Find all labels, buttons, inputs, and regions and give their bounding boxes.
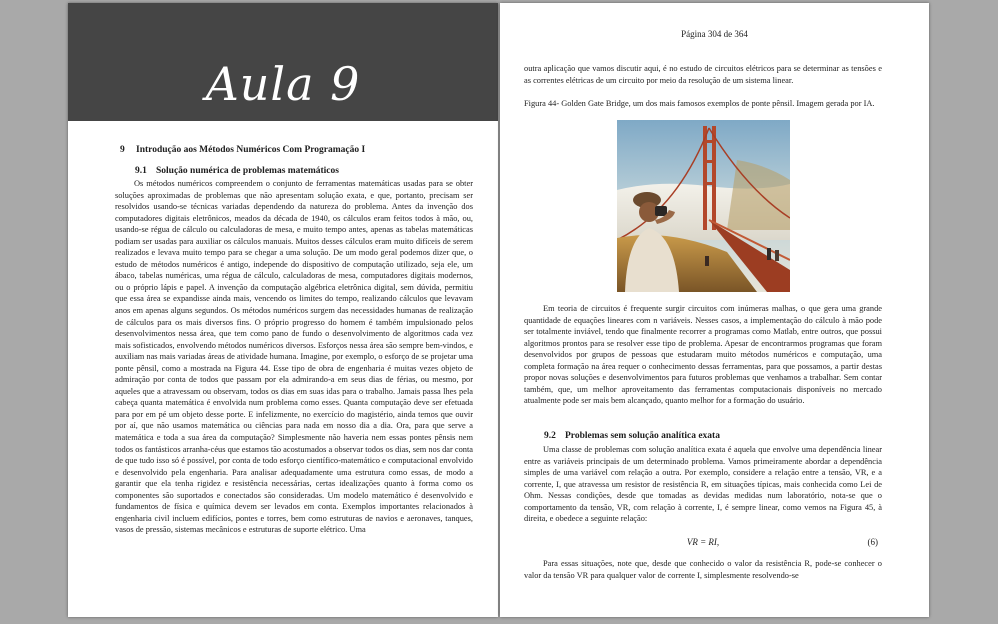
left-body-paragraph: Os métodos numéricos compreendem o conjunto de ferramentas matemáticas usadas para se obter soluções aproximadas de problemas que não apresentam solução exata, e que, portanto, precisam ser resolvidos usando-se técnicas variadas dependendo da natureza do problema. Antes da invenção dos computadores digitais eletrônicos, meados da década de 1940, os cálculos eram feitos todos à mão, ou, usando-se régua de cálculo ou calculadoras de mesa, e muito tempo antes, apenas as tabelas matemáticas podiam ser usadas para auxiliar os cálculos manuais. Muitos desses cálculos eram muito difíceis de serem realizados e levava muito tempo para se chegar a uma solução. De um modo geral podemos dizer que, o estudo de métodos numéricos é antigo, independe do dispositivo de computação utilizado, seja ele, um ábaco, tabelas numéricas, uma régua de cálculo, calculadoras de mesa, computadores digitais modernos, ou o próprio lápis e papel. A invenção da computação algébrica eletrônica digital, sem dúvida, permitiu que essa área se expandisse ainda mais, vencendo os limites do tempo, realizando cálculos que levavam anos em apenas alguns segundos. Os métodos numéricos surgem das necessidades humanas de realização de cálculos para os mais diversos fins. O próprio progresso do homem é também impulsionado pelos desenvolvimentos nessa área, que tem como pano de fundo o desenvolvimento de algoritmos cada vez mais sofisticados, envolvendo métodos numéricos diversos. Esforços nessa área são sempre bem-vindos, e auxiliam nas mais variadas áreas de atividade humana. Imagine, por exemplo, o esforço de se projetar uma ponte pênsil, como a mostrada na Figura 44. Esse tipo de obra de engenharia é muitas vezes objeto de admiração por conta de todos que passam por ela admirando-a em seus dias de férias, ou mesmo, por aqueles que a atravessam ou observam, todos os dias em suas idas para o trabalho. Jamais passa lhes pela cabeça quanta matemática é envolvida num problema como esses. Quanta computação deve ser efetuada para por em pé um objeto desse porte. E infelizmente, no exercício do magistério, ainda temos que ouvir por aí, que não usamos matemática ou ciências para nada em nosso dia a dia. Ora, para que serve a matemática e toda a sua área da computação? Simplesmente não haveria nem essas pontes pênsis nem todos os fantásticos arranha-céus que estamos tão acostumados a observar todos os dias, sem nos dar conta de que tudo isso só é possível, por conta de todo esforço científico-matemático e computacional envolvido e desenvolvido pela engenharia. Para analisar adequadamente uma estrutura como essas, de modo a garantir que ela tenha rigidez e resistência necessárias, certas idealizações quanto à forma como os componentes são suportados e conectados são consideradas. Um modelo matemático é desenvolvido e fundamentos de física e química devem ser levados em conta. Exemplos importantes relacionados à engenharia civil incluem edifícios, pontes e torres, bem como estruturas de navios e aeronaves, tanques, vasos de pressão, sistemas mecânicos e estruturas de suporte elétrico. Uma bbox=[115, 179, 473, 535]
ohms-law-equation bbox=[524, 537, 882, 551]
right-paragraph-1: outra aplicação que vamos discutir aqui, é no estudo de circuitos elétricos para se determinar as tensões e as correntes elétricas de um circuito por meio da resolução de um sistema linear. bbox=[524, 64, 882, 85]
section-title: Solução numérica de problemas matemáticos bbox=[156, 166, 339, 176]
page-number: Página 304 de 364 bbox=[681, 29, 748, 39]
right-paragraph-4: Para essas situações, note que, desde que conhecido o valor da resistência R, pode-se conhecer o valor da tensão VR para qualquer valor de corrente I, simplesmente resolvendo-se bbox=[524, 559, 882, 580]
section-heading bbox=[135, 166, 475, 177]
right-page bbox=[500, 3, 929, 617]
right-paragraph-2: Em teoria de circuitos é frequente surgir circuitos com inúmeras malhas, o que gera uma grande quantidade de equações lineares com n variáveis. Nesses casos, a implementação do cálculo à mão pode ser totalmente inviável, tendo que finalmente recorrer a programas como Matlab, entre outros, que possui algoritmos prontos para se resolver esse tipo de problema. Apesar de encontrarmos programas que foram desenvolvidos por grupos de pessoas que estudaram muito métodos numéricos e computação, uma completa formação na área requer o conhecimento dessas ferramentas, para que possamos, a partir destas propor novas soluções e desenvolvimentos para futuros problemas que venhamos a trabalhar. Sem contar também, que, um melhor aproveitamento das ferramentas computacionais disponíveis no mercado atualmente pode ser mais bem alcançado, quanto melhor for a formação do usuário. bbox=[524, 304, 882, 406]
golden-gate-bridge-image bbox=[617, 120, 790, 292]
section-title-2: Problemas sem solução analítica exata bbox=[565, 431, 720, 441]
chapter-banner bbox=[68, 3, 498, 121]
right-paragraph-3: Uma classe de problemas com solução analítica exata é aquela que envolve uma dependência linear entre as variáveis principais de um determinado problema. Vamos primeiramente abordar a dependência simples de uma variável com relação a outra. Por exemplo, considere a relação entre a tensão, VR, e a corrente, I, que atravessa um resistor de resistência R, em situações típicas, mais conhecida como Lei de Ohm. Nessas condições, desde que tomadas as devidas medidas num laboratório, nota-se que o comportamento da tensão, VR, com relação à corrente, I, é sempre linear, como vemos na Figura 45, à direita, e obedece a seguinte relação: bbox=[524, 445, 882, 524]
equation-expression: VR = RI, bbox=[686, 537, 720, 547]
figure-caption: Figura 44- Golden Gate Bridge, um dos mais famosos exemplos de ponte pênsil. Imagem gerada por IA. bbox=[524, 99, 875, 108]
left-page bbox=[68, 3, 498, 617]
equation-number: (6) bbox=[867, 537, 878, 547]
chapter-heading bbox=[120, 145, 480, 156]
chapter-number: 9 bbox=[120, 145, 125, 155]
banner-title: Aula 9 bbox=[205, 57, 361, 111]
section-number-2: 9.2 bbox=[544, 431, 556, 441]
chapter-title: Introdução aos Métodos Numéricos Com Programação I bbox=[136, 145, 366, 155]
section-heading-2 bbox=[544, 431, 844, 442]
section-number: 9.1 bbox=[135, 166, 147, 176]
